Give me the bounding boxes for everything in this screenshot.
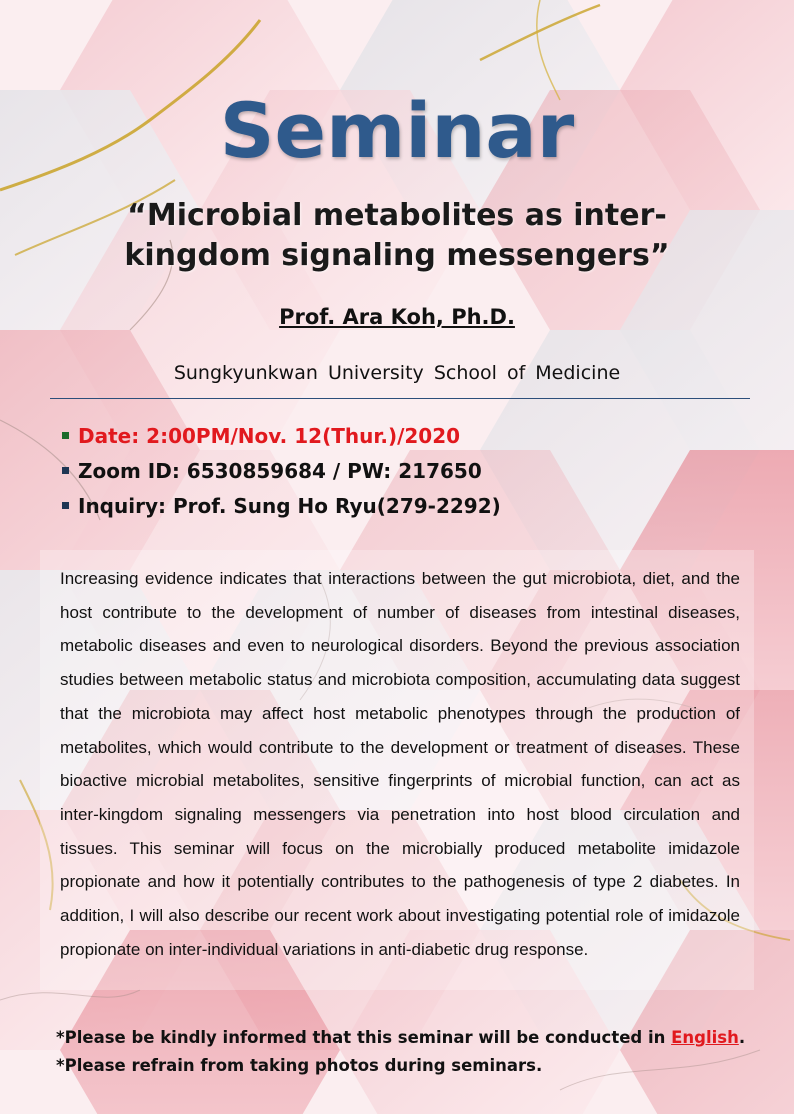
- square-bullet-icon: [62, 502, 69, 509]
- language-note: [56, 1024, 776, 1052]
- talk-title: “Microbial metabolites as inter-kingdom signaling messengers”: [124, 198, 670, 273]
- language-note-prefix: *Please be kindly informed that this seminar will be conducted in: [56, 1028, 672, 1047]
- inquiry-text: Inquiry: Prof. Sung Ho Ryu(279-2292): [78, 493, 501, 518]
- seminar-details: [62, 418, 762, 523]
- notes: [56, 1024, 776, 1080]
- photo-note: *Please refrain from taking photos during seminars.: [56, 1056, 543, 1075]
- speaker-affiliation: Sungkyunkwan University School of Medicine: [173, 362, 621, 384]
- language-name: English: [671, 1028, 739, 1047]
- zoom-row: [62, 453, 762, 488]
- square-bullet-icon: [62, 467, 69, 474]
- abstract-text: Increasing evidence indicates that interactions between the gut microbiota, diet, and the host contribute to the development of number of diseases from intestinal diseases, metabolic diseases and even to neurological disorders. Beyond the previous association studies between metabolic status and microbiota composition, accumulating data suggest that the microbiota may affect host metabolic phenotypes through the production of metabolites, which would contribute to the development or treatment of diseases. These bioactive microbial metabolites, sensitive fingerprints of microbial function, can act as inter-kingdom signaling messengers via penetration into host blood circulation and tissues. This seminar will focus on the microbially produced metabolite imidazole propionate and how it potentially contributes to the pathogenesis of type 2 diabetes. In addition, I will also describe our recent work about investigating potential role of imidazole propionate on inter-individual variations in anti-diabetic drug response.: [60, 569, 740, 959]
- date-text: Date: 2:00PM/Nov. 12(Thur.)/2020: [78, 423, 461, 448]
- divider: [50, 398, 750, 399]
- language-note-suffix: .: [738, 1028, 746, 1047]
- inquiry-row: [62, 488, 762, 523]
- page-title: Seminar: [219, 86, 575, 175]
- square-bullet-icon: [62, 432, 69, 439]
- zoom-text: Zoom ID: 6530859684 / PW: 217650: [78, 458, 482, 483]
- speaker-name: Prof. Ara Koh, Ph.D.: [279, 305, 515, 329]
- date-row: [62, 418, 762, 453]
